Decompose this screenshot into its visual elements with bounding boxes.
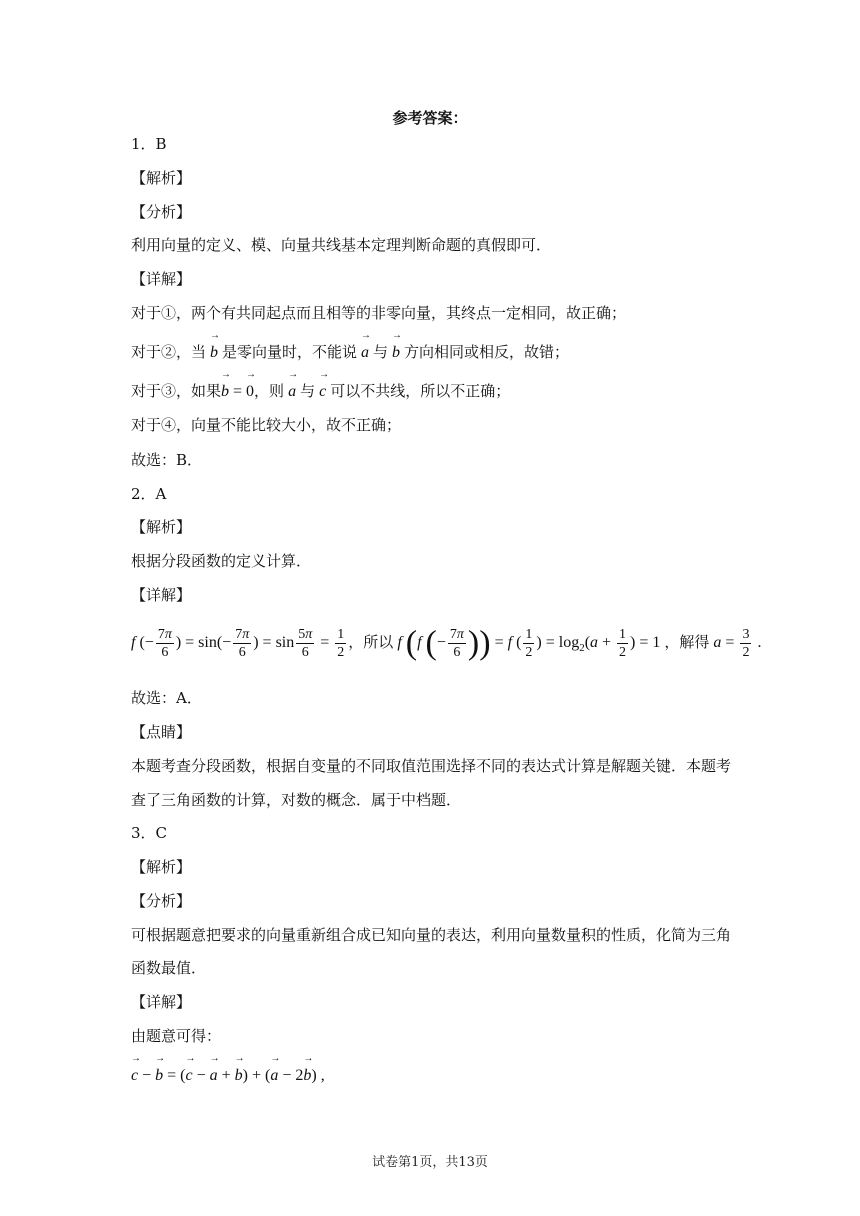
- q2-dianjing-heading: 【点睛】: [131, 723, 192, 741]
- q3-jiexi-heading: 【解析】: [131, 858, 192, 876]
- page-footer: 试卷第1页，共13页: [372, 1155, 488, 1170]
- q3-fenxi-heading: 【分析】: [131, 892, 192, 910]
- q3-xiangjie-heading: 【详解】: [131, 993, 192, 1011]
- q3-fenxi-text-1: 可根据题意把要求的向量重新组合成已知向量的表达，利用向量数量积的性质，化简为三角: [131, 926, 732, 944]
- page-title: 参考答案：: [392, 109, 468, 127]
- q1-item-1: 对于①，两个有共同起点而且相等的非零向量，其终点一定相同，故正确；: [131, 304, 627, 322]
- q1-item-4: 对于④，向量不能比较大小，故不正确；: [131, 416, 402, 434]
- q1-jiexi-heading: 【解析】: [131, 169, 192, 187]
- q1-number: 1．B: [131, 135, 167, 153]
- q3-formula: → c − → b = (→ c − → a + → b) + (→ a − 2→ b) ,: [131, 1064, 325, 1087]
- q1-fenxi-heading: 【分析】: [131, 203, 192, 221]
- q2-fenxi-text: 根据分段函数的定义计算．: [131, 552, 312, 570]
- q2-number: 2．A: [131, 485, 167, 503]
- q1-fenxi-text: 利用向量的定义、模、向量共线基本定理判断命题的真假即可．: [131, 236, 552, 254]
- q2-formula: f (− $\frac{7\pi}{6}$ ) = sin(− $\frac{7\pi}{6}$ ) = sin $\frac{5\pi}{6}$ = $\frac{1}{2}$ ，所以 f (f (− $\frac{7\pi}{6}$ )) = f ( $\frac{1}{2}$ ) = $\log_2(a$ + $\frac{1}{2}$ ) = 1 ，解得 a = $\frac{3}{2}$ .: [131, 624, 762, 662]
- q2-dianjing-text-2: 查了三角函数的计算，对数的概念．属于中档题．: [131, 791, 462, 809]
- q1-xiangjie-heading: 【详解】: [131, 270, 192, 288]
- q2-xiangjie-heading: 【详解】: [131, 586, 192, 604]
- q3-fenxi-text-2: 函数最值．: [131, 959, 207, 977]
- q3-detail-1: 由题意可得：: [131, 1027, 222, 1045]
- q2-jiexi-heading: 【解析】: [131, 518, 192, 536]
- q1-item-2: 对于②，当 → b 是零向量时，不能说 → a 与 → b 方向相同或相反，故错；: [131, 341, 569, 364]
- q1-item-3: 对于③，如果→ b = → 0，则 → a 与 → c 可以不共线，所以不正确；: [131, 380, 510, 403]
- q2-dianjing-text-1: 本题考查分段函数，根据自变量的不同取值范围选择不同的表达式计算是解题关键．本题考: [131, 757, 732, 775]
- q1-answer: 故选：B．: [131, 451, 203, 469]
- q3-number: 3．C: [131, 824, 168, 842]
- q2-answer: 故选：A．: [131, 689, 202, 707]
